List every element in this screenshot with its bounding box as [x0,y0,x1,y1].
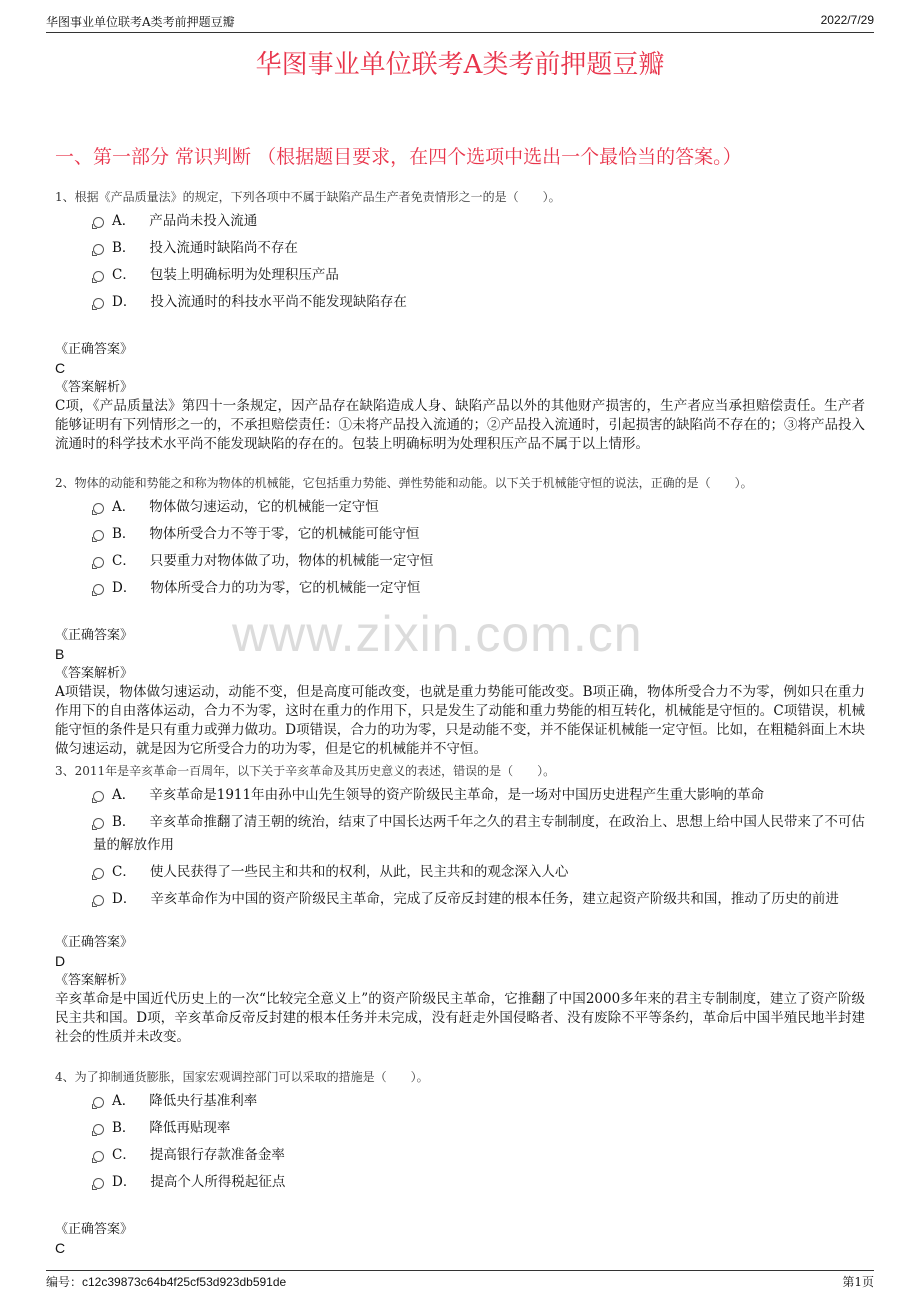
option-text: 提高个人所得税起征点 [150,1174,286,1190]
option-a[interactable] [55,496,865,519]
page-header [46,12,874,33]
option-b[interactable] [55,1117,865,1140]
option-text: 包装上明确标明为处理积压产品 [149,267,339,283]
option-c[interactable] [55,264,865,287]
radio-icon[interactable] [93,298,104,309]
option-letter: D． [112,580,137,596]
option-b[interactable] [55,811,865,857]
option-d[interactable] [55,1171,865,1194]
option-letter: D． [112,1174,137,1190]
explanation-label: 《答案解析》 [55,666,134,681]
document-title: 华图事业单位联考A类考前押题豆瓣 [255,50,665,80]
question-text: 4、为了抑制通货膨胀，国家宏观调控部门可以采取的措施是（ ）。 [55,1070,429,1084]
option-letter: C． [112,864,136,880]
radio-icon[interactable] [93,791,104,802]
page-footer [46,1270,874,1289]
explanation-label: 《答案解析》 [55,973,134,988]
option-text: 只要重力对物体做了功，物体的机械能一定守恒 [149,553,434,569]
page-number: 第1页 [842,1275,874,1289]
option-text: 物体做匀速运动，它的机械能一定守恒 [149,499,379,515]
radio-icon[interactable] [93,895,104,906]
option-letter: A． [112,499,136,515]
option-letter: A． [112,213,136,229]
correct-answer: B [55,646,65,662]
option-text: 投入流通时的科技水平尚不能发现缺陷存在 [150,294,407,310]
explanation-label: 《答案解析》 [55,380,134,395]
option-text: 投入流通时缺陷尚不存在 [149,240,298,256]
radio-icon[interactable] [93,271,104,282]
answer-label: 《正确答案》 [55,935,134,950]
option-text: 物体所受合力的功为零，它的机械能一定守恒 [150,580,421,596]
answer-label: 《正确答案》 [55,628,134,643]
radio-icon[interactable] [93,818,104,829]
option-letter: C． [112,267,136,283]
question-1 [55,188,865,454]
question-2 [55,474,865,759]
radio-icon[interactable] [93,868,104,879]
option-text: 物体所受合力不等于零，它的机械能可能守恒 [149,526,420,542]
radio-icon[interactable] [93,244,104,255]
question-text: 2、物体的动能和势能之和称为物体的机械能，它包括重力势能、弹性势能和动能。以下关于机械能守恒的说法，正确的是（ ）。 [55,476,753,490]
option-text: 提高银行存款准备金率 [149,1147,285,1163]
option-text: 使人民获得了一些民主和共和的权利，从此，民主共和的观念深入人心 [149,864,569,880]
option-text: 辛亥革命是1911年由孙中山先生领导的资产阶级民主革命，是一场对中国历史进程产生重大影响的革命 [149,787,765,803]
option-a[interactable] [55,784,865,807]
option-c[interactable] [55,861,865,884]
radio-icon[interactable] [93,503,104,514]
question-4 [55,1068,865,1258]
radio-icon[interactable] [93,1151,104,1162]
option-letter: A． [112,1093,136,1109]
option-b[interactable] [55,523,865,546]
option-letter: A． [112,787,136,803]
option-letter: C． [112,1147,136,1163]
correct-answer: D [55,953,66,969]
option-text: 产品尚未投入流通 [149,213,258,229]
option-letter: D． [112,294,137,310]
option-letter: D． [112,891,137,907]
answer-label: 《正确答案》 [55,1222,134,1237]
option-c[interactable] [55,1144,865,1167]
option-text: 辛亥革命作为中国的资产阶级民主革命，完成了反帝反封建的根本任务，建立起资产阶级共和国，推动了历史的前进 [150,891,839,907]
option-b[interactable] [55,237,865,260]
option-a[interactable] [55,210,865,233]
option-letter: B． [112,814,136,830]
option-d[interactable] [55,888,865,911]
question-text: 3、2011年是辛亥革命一百周年，以下关于辛亥革命及其历史意义的表述，错误的是（ ）。 [55,764,556,778]
option-text: 降低再贴现率 [149,1120,231,1136]
answer-explanation: C项，《产品质量法》第四十一条规定，因产品存在缺陷造成人身、缺陷产品以外的其他财产损害的，生产者应当承担赔偿责任。生产者能够证明有下列情形之一的，不承担赔偿责任：①未将产品投入流通的；②产品投入流通时，引起损害的缺陷尚不存在的；③将产品投入流通时的科学技术水平尚不能发现缺陷的存在的。包装上明确标明为处理积压产品不属于以上情形。 [55,398,865,452]
option-letter: C． [112,553,136,569]
question-text: 1、根据《产品质量法》的规定，下列各项中不属于缺陷产品生产者免责情形之一的是（ ）。 [55,190,561,204]
answer-explanation: A项错误，物体做匀速运动，动能不变，但是高度可能改变，也就是重力势能可能改变。B项正确，物体所受合力不为零，例如只在重力作用下的自由落体运动，合力不为零，这时在重力的作用下，只是发生了动能和重力势能的相互转化，机械能是守恒的。C项错误，机械能守恒的条件是只有重力或弹力做功。D项错误，合力的功为零，只是动能不变，并不能保证机械能一定守恒。比如，在粗糙斜面上木块做匀速运动，就是因为它所受合力的功为零，但是它的机械能并不守恒。 [55,684,865,757]
radio-icon[interactable] [93,1178,104,1189]
option-c[interactable] [55,550,865,573]
radio-icon[interactable] [93,1124,104,1135]
option-letter: B． [112,1120,136,1136]
question-3 [55,762,865,1047]
option-text: 辛亥革命推翻了清王朝的统治，结束了中国长达两千年之久的君主专制制度，在政治上、思想上给中国人民带来了不可估量的解放作用 [93,814,865,853]
radio-icon[interactable] [93,1097,104,1108]
radio-icon[interactable] [93,557,104,568]
option-letter: B． [112,240,136,256]
correct-answer: C [55,1240,66,1256]
option-a[interactable] [55,1090,865,1113]
correct-answer: C [55,360,66,376]
answer-explanation: 辛亥革命是中国近代历史上的一次“比较完全意义上”的资产阶级民主革命，它推翻了中国2000多年来的君主专制制度，建立了资产阶级民主共和国。D项，辛亥革命反帝反封建的根本任务并未完成，没有赶走外国侵略者、没有废除不平等条约，革命后中国半殖民地半封建社会的性质并未改变。 [55,991,865,1045]
answer-label: 《正确答案》 [55,342,134,357]
document-id: 编号：c12c39873c64b4f25cf53d923db591de [46,1275,287,1289]
option-letter: B． [112,526,136,542]
header-doc-title: 华图事业单位联考A类考前押题豆瓣 [46,15,235,29]
radio-icon[interactable] [93,530,104,541]
option-text: 降低央行基准利率 [149,1093,258,1109]
radio-icon[interactable] [93,217,104,228]
option-d[interactable] [55,577,865,600]
watermark: www.zixin.com.cn [232,606,643,662]
option-d[interactable] [55,291,865,314]
radio-icon[interactable] [93,584,104,595]
section-heading: 一、第一部分 常识判断 （根据题目要求，在四个选项中选出一个最恰当的答案。） [55,146,742,168]
header-date: 2022/7/29 [820,13,874,27]
